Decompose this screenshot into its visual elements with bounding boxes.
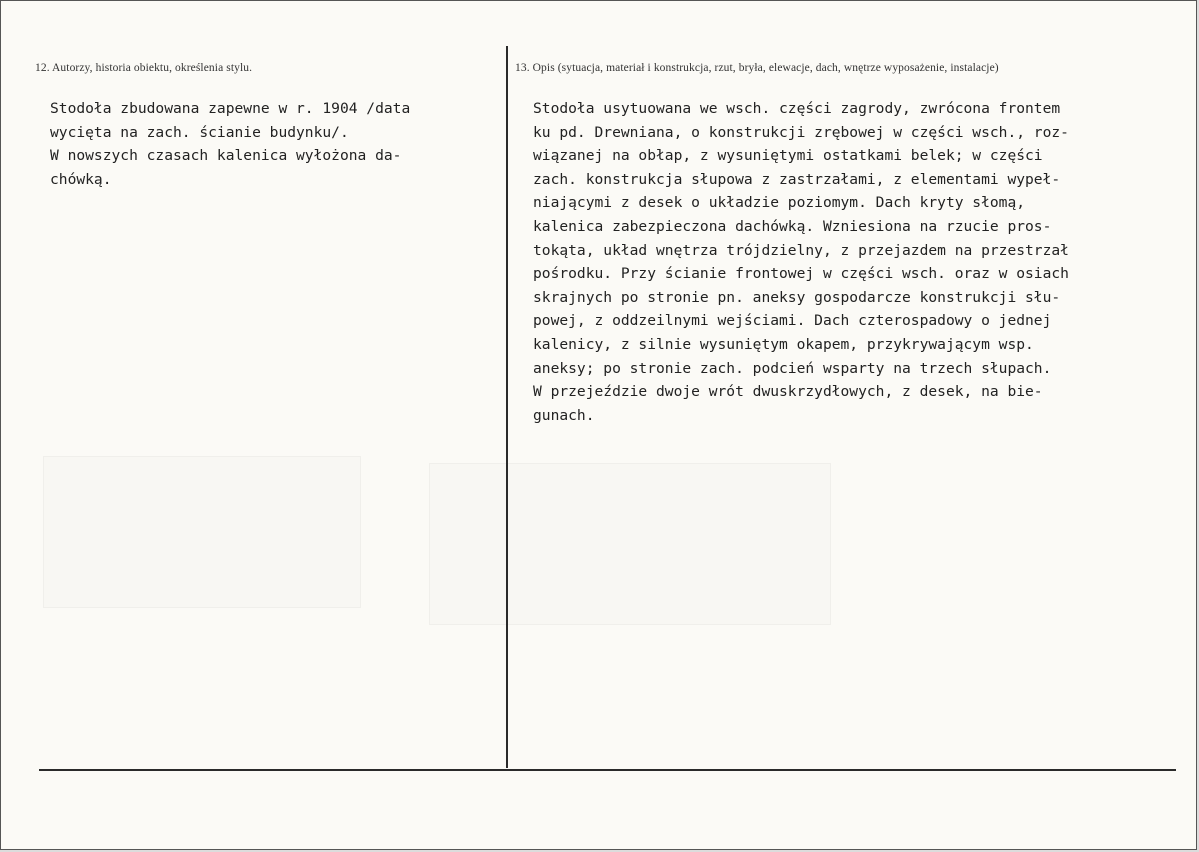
section-13-text: [533, 97, 1069, 427]
typed-line: gunach.: [533, 406, 595, 424]
column-divider: [506, 46, 508, 768]
ghost-showthrough-left: [43, 456, 361, 608]
typed-line: aneksy; po stronie zach. podcień wsparty na trzech słupach.: [533, 359, 1052, 377]
typed-line: Stodoła usytuowana we wsch. części zagrody, zwrócona frontem: [533, 100, 1061, 117]
typed-line: tokąta, układ wnętrza trójdzielny, z przejazdem na przestrzał: [533, 241, 1069, 259]
typed-line: kalenica zabezpieczona dachówką. Wzniesiona na rzucie pros-: [533, 217, 1052, 235]
typed-line: kalenicy, z silnie wysuniętym okapem, przykrywającym wsp.: [533, 335, 1034, 353]
section-12-text: [50, 97, 410, 191]
ghost-showthrough-right: [429, 463, 831, 625]
section-12-heading: 12. Autorzy, historia obiektu, określenia stylu.: [35, 62, 253, 74]
typed-line: powej, z oddzeilnymi wejściami. Dach czterospadowy o jednej: [533, 312, 1052, 330]
typed-line: chówką.: [50, 170, 112, 188]
typed-line: W nowszych czasach kalenica wyłożona da-: [50, 147, 402, 165]
typed-line: ku pd. Drewniana, o konstrukcji zrębowej w części wsch., roz-: [533, 123, 1069, 141]
typed-line: pośrodku. Przy ścianie frontowej w części wsch. oraz w osiach: [533, 265, 1069, 283]
typed-line: zach. konstrukcja słupowa z zastrzałami, z elementami wypeł-: [533, 170, 1061, 188]
typed-line: Stodoła zbudowana zapewne w r. 1904 /data: [50, 100, 411, 117]
typed-line: wiązanej na obłap, z wysuniętymi ostatkami belek; w części: [533, 147, 1043, 165]
typed-line: wycięta na zach. ścianie budynku/.: [50, 123, 349, 141]
section-13-heading: 13. Opis (sytuacja, materiał i konstrukcja, rzut, bryła, elewacje, dach, wnętrze wyposażenie, instalacje): [515, 62, 999, 74]
typed-line: niającymi z desek o układzie poziomym. Dach kryty słomą,: [533, 194, 1026, 212]
bottom-rule: [39, 769, 1176, 771]
typed-line: W przejeździe dwoje wrót dwuskrzydłowych, z desek, na bie-: [533, 383, 1043, 401]
typed-line: skrajnych po stronie pn. aneksy gospodarcze konstrukcji słu-: [533, 288, 1061, 306]
